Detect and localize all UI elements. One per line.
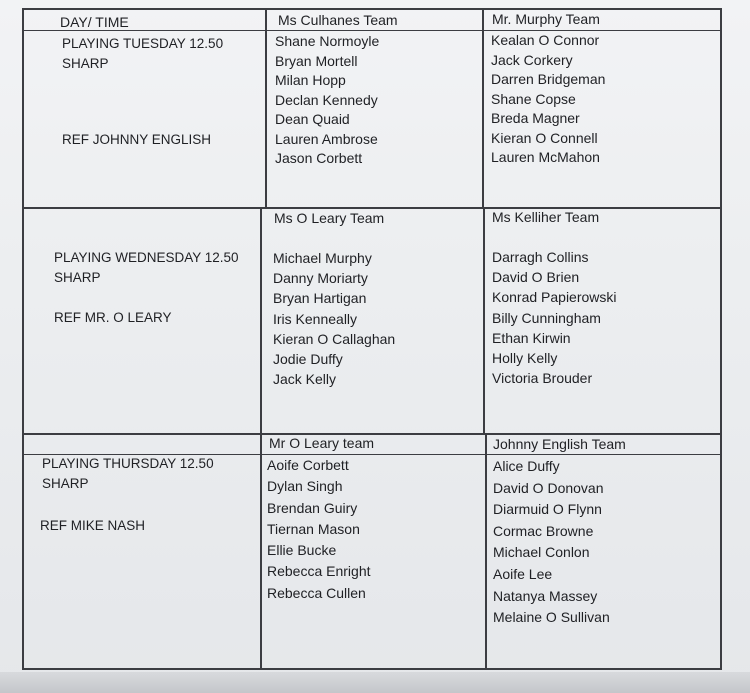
player-name: Kealan O Connor <box>491 32 600 48</box>
player-name: Danny Moriarty <box>273 270 368 287</box>
tuesday-team-a-list <box>275 32 379 169</box>
thursday-team-b-name: Johnny English Team <box>493 436 626 452</box>
player-name: Rebecca Cullen <box>267 584 366 601</box>
player-name: Lauren McMahon <box>491 149 600 165</box>
tuesday-day-cell <box>62 34 223 74</box>
table-border-bottom <box>22 668 722 670</box>
player-name: Jason Corbett <box>275 150 363 166</box>
thursday-team-a-list <box>267 455 371 604</box>
player-name: Shane Normoyle <box>275 33 380 49</box>
desk-surface <box>0 672 750 693</box>
player-name: Jack Corkery <box>491 51 573 68</box>
player-name: Aoife Corbett <box>267 457 349 473</box>
player-name: Breda Magner <box>491 110 580 126</box>
player-name: Kieran O Connell <box>491 129 598 146</box>
player-name: Bryan Hartigan <box>273 290 367 307</box>
schedule-table <box>22 8 722 670</box>
player-name: Michael Conlon <box>493 544 590 561</box>
tuesday-playing-label: PLAYING TUESDAY 12.50 <box>62 36 224 51</box>
player-name: Holly Kelly <box>492 350 558 367</box>
column-divider-1b <box>260 208 262 434</box>
player-name: Tiernan Mason <box>267 520 360 537</box>
header-team-b: Mr. Murphy Team <box>492 11 600 27</box>
player-name: Billy Cunningham <box>492 309 601 326</box>
player-name: Ellie Bucke <box>267 542 337 559</box>
player-name: Alice Duffy <box>493 458 560 474</box>
wednesday-team-a-list <box>273 248 395 389</box>
thursday-team-a-name: Mr O Leary team <box>269 435 375 451</box>
thursday-playing-label: PLAYING THURSDAY 12.50 <box>42 456 214 471</box>
thursday-sharp-label: SHARP <box>42 476 89 491</box>
player-name: Iris Kenneally <box>273 310 358 327</box>
column-divider-1 <box>265 8 267 208</box>
wednesday-day-cell <box>54 248 239 288</box>
player-name: Darragh Collins <box>492 249 589 265</box>
player-name: Ethan Kirwin <box>492 329 571 346</box>
player-name: Rebecca Enright <box>267 563 371 580</box>
tuesday-row-divider <box>22 207 722 209</box>
player-name: Natanya Massey <box>493 587 598 604</box>
player-name: Konrad Papierowski <box>492 289 617 306</box>
tuesday-ref: REF JOHNNY ENGLISH <box>62 132 212 147</box>
player-name: Diarmuid O Flynn <box>493 501 602 518</box>
player-name: Victoria Brouder <box>492 370 593 387</box>
wednesday-ref: REF MR. O LEARY <box>54 310 172 325</box>
player-name: Dean Quaid <box>275 111 350 127</box>
column-divider-2c <box>485 434 487 670</box>
player-name: Jack Kelly <box>273 371 337 388</box>
player-name: Lauren Ambrose <box>275 130 378 147</box>
player-name: Darren Bridgeman <box>491 71 606 87</box>
wednesday-playing-label: PLAYING WEDNESDAY 12.50 <box>54 250 239 265</box>
tuesday-sharp-label: SHARP <box>62 56 109 71</box>
column-divider-2b <box>483 208 485 434</box>
player-name: Milan Hopp <box>275 72 346 88</box>
player-name: Bryan Mortell <box>275 52 358 69</box>
player-name: Kieran O Callaghan <box>273 330 396 347</box>
player-name: Jodie Duffy <box>273 351 343 368</box>
header-day-time: DAY/ TIME <box>60 14 129 30</box>
player-name: Brendan Guiry <box>267 499 358 516</box>
thursday-day-cell <box>42 454 214 494</box>
player-name: Michael Murphy <box>273 250 372 266</box>
player-name: Dylan Singh <box>267 478 343 495</box>
wednesday-team-b-list <box>492 247 617 388</box>
table-border-right <box>720 8 722 670</box>
player-name: Melaine O Sullivan <box>493 609 610 626</box>
column-divider-2 <box>482 8 484 208</box>
player-name: Declan Kennedy <box>275 91 378 108</box>
column-divider-1c <box>260 434 262 670</box>
table-border-top <box>22 8 722 10</box>
player-name: Shane Copse <box>491 90 576 107</box>
player-name: Cormac Browne <box>493 522 594 539</box>
table-border-left <box>22 8 24 670</box>
thursday-ref: REF MIKE NASH <box>40 518 146 533</box>
wednesday-team-a-name: Ms O Leary Team <box>274 210 385 226</box>
wednesday-team-b-name: Ms Kelliher Team <box>492 209 600 225</box>
player-name: David O Brien <box>492 269 580 286</box>
header-team-a: Ms Culhanes Team <box>278 12 398 28</box>
tuesday-team-b-list <box>491 31 605 168</box>
wednesday-sharp-label: SHARP <box>54 270 101 285</box>
header-row-divider <box>22 30 722 31</box>
player-name: Aoife Lee <box>493 565 553 582</box>
thursday-team-b-list <box>493 456 610 629</box>
player-name: David O Donovan <box>493 479 604 496</box>
